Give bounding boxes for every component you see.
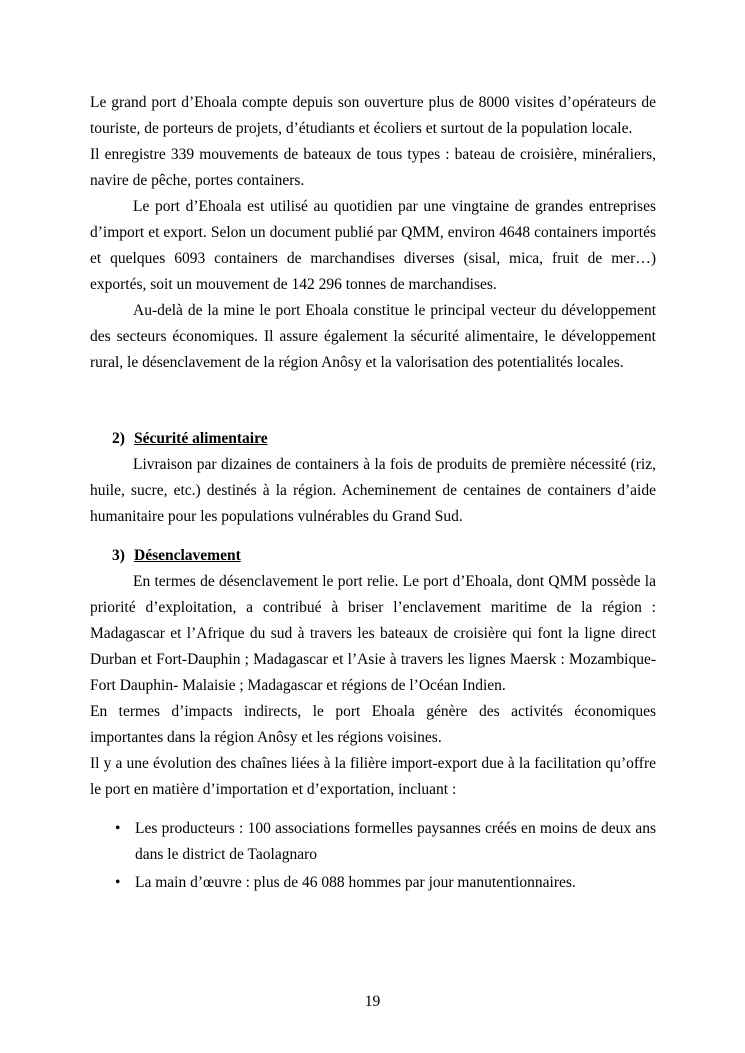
document-body (90, 90, 656, 896)
list-item (90, 870, 656, 896)
paragraph-livraison: Livraison par dizaines de containers à la fois de produits de première nécessité (riz, huile, sucre, etc.) destinés à la région. Acheminement de centaines de containers d’aide humanitaire pour les populations vulnérables du Grand Sud. (90, 456, 656, 525)
bullet-text: La main d’œuvre : plus de 46 088 hommes par jour manutentionnaires. (135, 874, 576, 891)
paragraph-daily-use: Le port d’Ehoala est utilisé au quotidien par une vingtaine de grandes entreprises d’import et export. Selon un document publié par QMM, environ 4648 containers importés et quelques 6093 containers de marchandises diverses (sisal, mica, fruit de mer…) exportés, soit un mouvement de 142 296 tonnes de marchandises. (90, 198, 656, 293)
bullet-icon: • (115, 820, 121, 837)
bullet-icon: • (115, 874, 121, 891)
heading-securite-alimentaire (112, 426, 656, 452)
paragraph-port-visits: Le grand port d’Ehoala compte depuis son ouverture plus de 8000 visites d’opérateurs de touriste, de porteurs de projets, d’étudiants et écoliers et surtout de la population locale. (90, 94, 656, 137)
heading-number: 2) (112, 430, 125, 447)
bullet-text: Les producteurs : 100 associations formelles paysannes créés en moins de deux ans dans le district de Taolagnaro (135, 820, 656, 863)
paragraph-desenclavement-detail: En termes de désenclavement le port relie. Le port d’Ehoala, dont QMM possède la priorité d’exploitation, a contribué à briser l’enclavement maritime de la région : Madagascar et l’Afrique du sud à travers les bateaux de croisière qui font la ligne direct Durban et Fort-Dauphin ; Madagascar et l’Asie à travers les lignes Maersk : Mozambique- Fort Dauphin- Malaisie ; Madagascar et régions de l’Océan Indien. (90, 573, 656, 694)
paragraph-impacts-indirects: En termes d’impacts indirects, le port Ehoala génère des activités économiques importantes dans la région Anôsy et les régions voisines. (90, 703, 656, 746)
list-item (90, 816, 656, 868)
heading-desenclavement (112, 543, 656, 569)
heading-number: 3) (112, 547, 125, 564)
page-number: 19 (364, 993, 381, 1010)
bullet-list (90, 816, 656, 896)
paragraph-development-vector: Au-delà de la mine le port Ehoala constitue le principal vecteur du développement des secteurs économiques. Il assure également la sécurité alimentaire, le développement rural, le désenclavement de la région Anôsy et la valorisation des potentialités locales. (90, 302, 656, 371)
heading-label: Sécurité alimentaire (134, 430, 268, 447)
paragraph-evolution-chaines: Il y a une évolution des chaînes liées à la filière import-export due à la facilitation qu’offre le port en matière d’importation et d’exportation, incluant : (90, 755, 656, 798)
heading-label: Désenclavement (134, 547, 241, 564)
paragraph-boat-movements: Il enregistre 339 mouvements de bateaux de tous types : bateau de croisière, minéraliers, navire de pêche, portes containers. (90, 146, 656, 189)
